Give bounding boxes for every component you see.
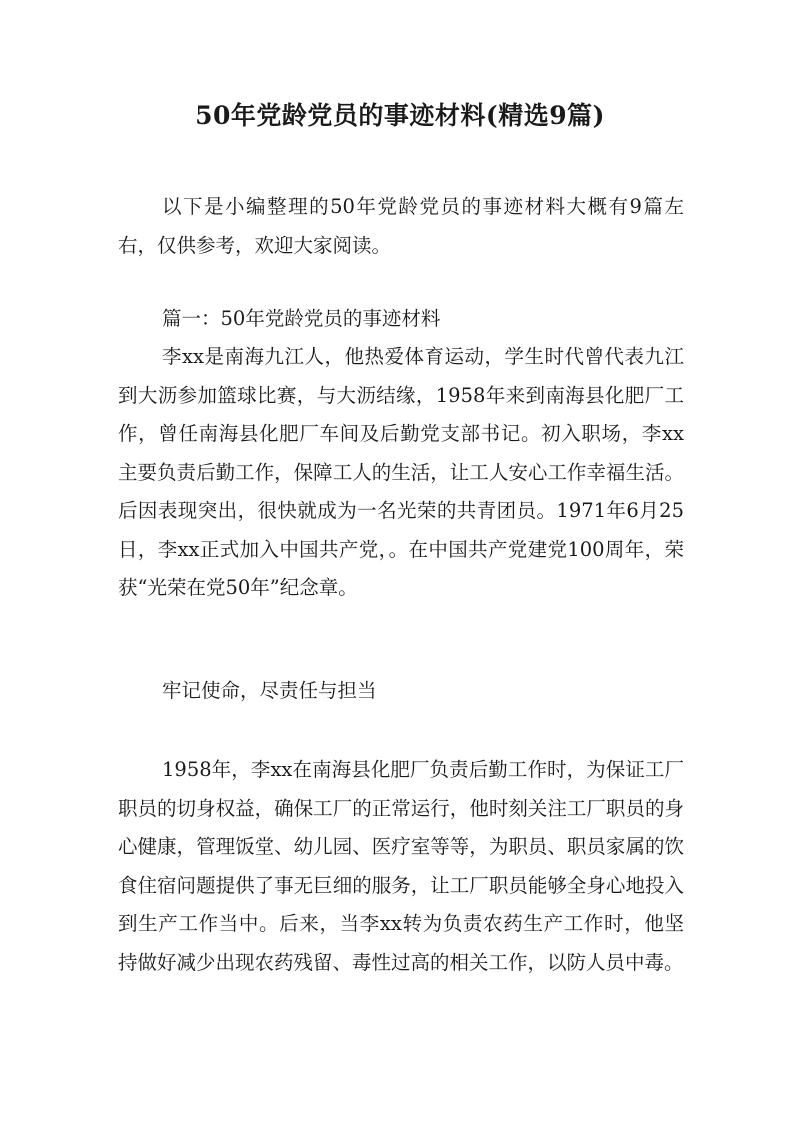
body-paragraph: 1958年，李xx在南海县化肥厂负责后勤工作时，为保证工厂职员的切身权益，确保工厂的正常运行，他时刻关注工厂职员的身心健康，管理饭堂、幼儿园、医疗室等等，为职员、职员家属的饮食住宿问题提供了事无巨细的服务，让工厂职员能够全身心地投入到生产工作当中。后来，当李xx转为负责农药生产工作时，他坚持做好减少出现农药残留、毒性过高的相关工作，以防人员中毒。 <box>118 758 684 974</box>
document-title: 50年党龄党员的事迹材料(精选9篇) <box>195 101 605 130</box>
section-paragraph: 李xx是南海九江人，他热爱体育运动，学生时代曾代表九江到大沥参加篮球比赛，与大沥结缘，1958年来到南海县化肥厂工作，曾任南海县化肥厂车间及后勤党支部书记。初入职场，李xx主要负责后勤工作，保障工人的生活，让工人安心工作幸福生活。后因表现突出，很快就成为一名光荣的共青团员。1971年6月25日，李xx正式加入中国共产党，。在中国共产党建党100周年，荣获“光荣在党50年”纪念章。 <box>118 345 684 599</box>
subheading: 牢记使命，尽责任与担当 <box>162 679 377 702</box>
intro-paragraph: 以下是小编整理的50年党龄党员的事迹材料大概有9篇左右，仅供参考，欢迎大家阅读。 <box>118 195 684 257</box>
section-heading: 篇一：50年党龄党员的事迹材料 <box>162 307 441 330</box>
